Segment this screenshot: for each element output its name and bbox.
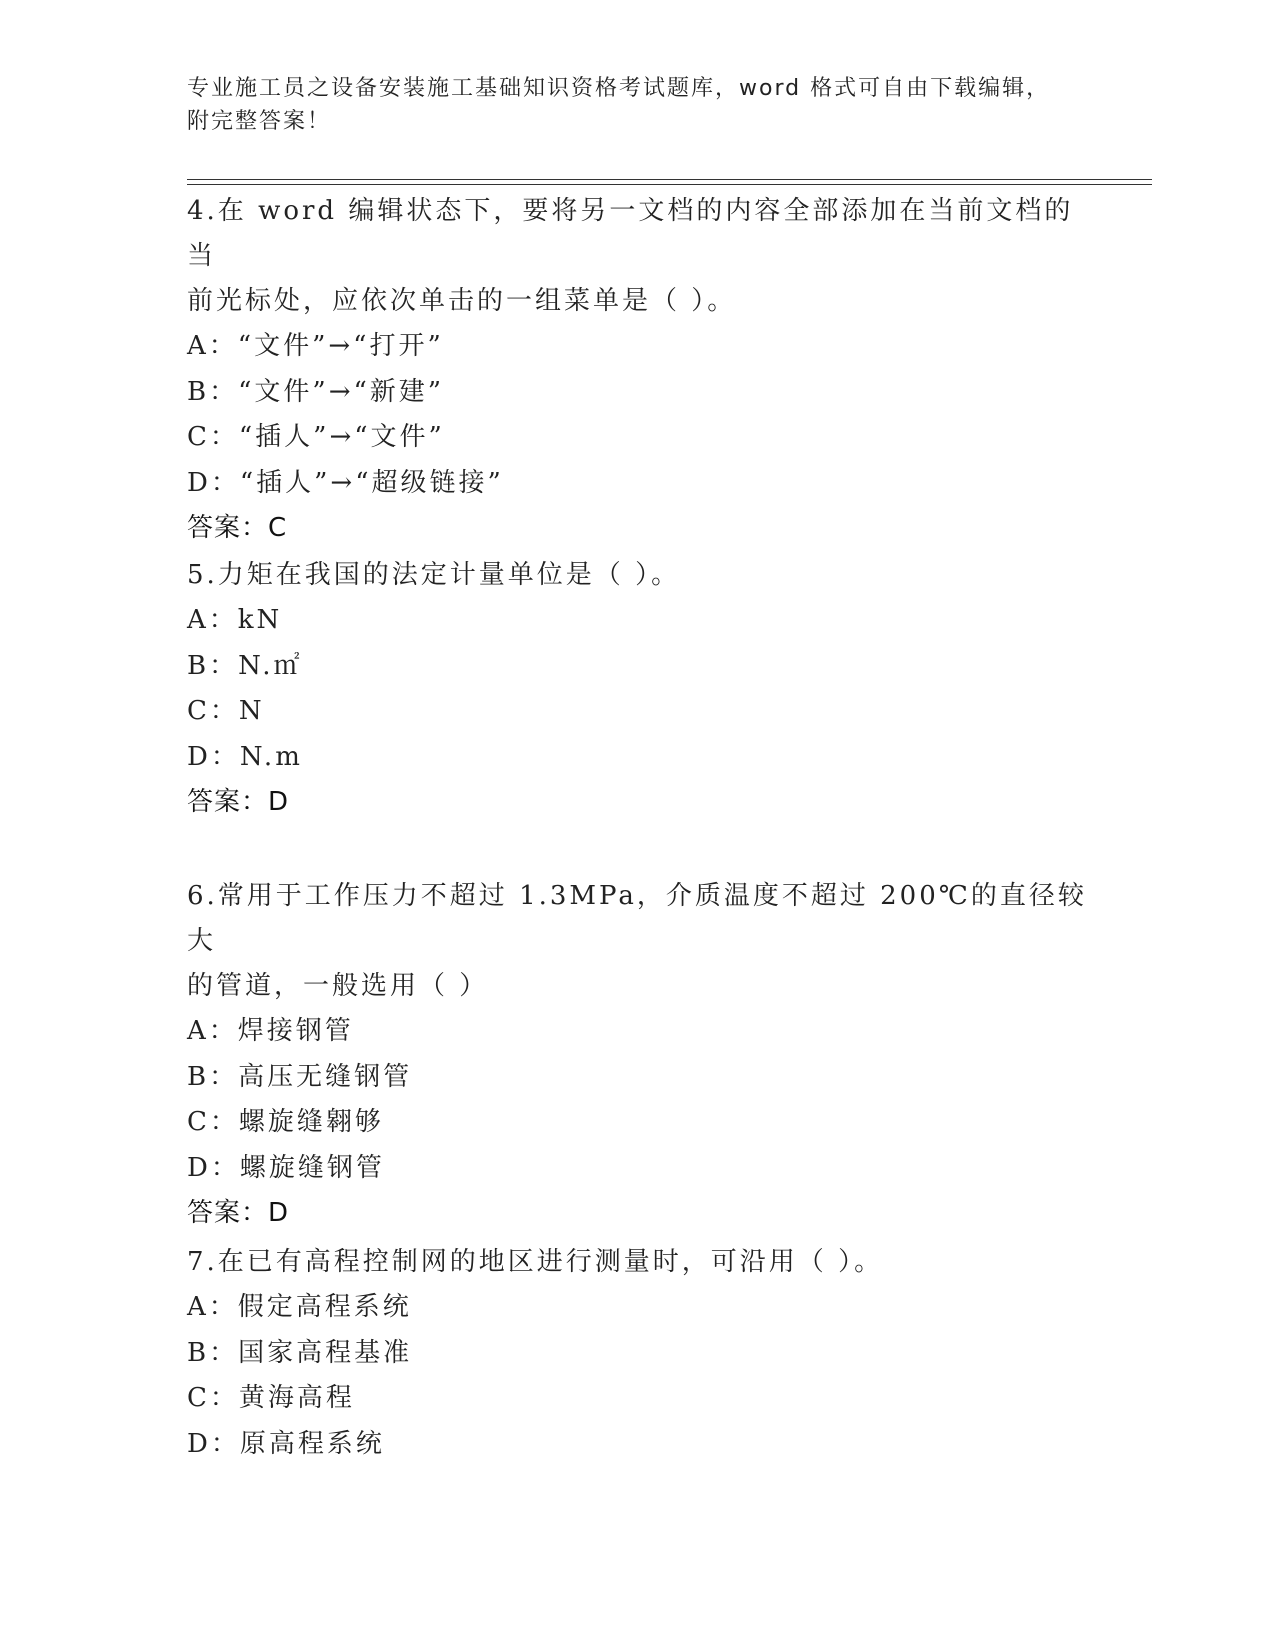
question-stem-line: 6.常用于工作压力不超过 1.3MPa，介质温度不超过 200℃的直径较大 xyxy=(187,881,1087,956)
option-c: C：黄海高程 xyxy=(187,1383,355,1413)
question-5 xyxy=(187,553,1087,825)
question-stem-line: 5.力矩在我国的法定计量单位是（ ）。 xyxy=(187,560,681,590)
option-a: A：kN xyxy=(187,605,283,635)
question-6 xyxy=(187,874,1087,1236)
option-d: D：螺旋缝钢管 xyxy=(187,1152,385,1183)
option-b: B：国家高程基准 xyxy=(187,1337,413,1368)
question-7 xyxy=(187,1240,1087,1467)
option-d: D：原高程系统 xyxy=(187,1428,385,1459)
option-a: A：焊接钢管 xyxy=(187,1016,354,1046)
document-header xyxy=(187,72,1067,138)
option-c: C：螺旋缝翱够 xyxy=(187,1107,384,1137)
option-b: B：“文件”→“新建” xyxy=(187,376,445,407)
question-stem-line: 前光标处，应依次单击的一组菜单是（ ）。 xyxy=(187,286,737,316)
question-stem-line: 的管道，一般选用（ ） xyxy=(187,971,489,1001)
option-a: A：假定高程系统 xyxy=(187,1292,412,1322)
question-4 xyxy=(187,189,1087,551)
option-d: D：“插人”→“超级链接” xyxy=(187,467,504,498)
header-divider-top xyxy=(187,179,1152,180)
header-divider-bottom xyxy=(187,184,1152,185)
option-a: A：“文件”→“打开” xyxy=(187,331,444,361)
option-b: B：高压无缝钢管 xyxy=(187,1061,413,1092)
option-c: C：“插人”→“文件” xyxy=(187,422,445,452)
option-d: D：N.m xyxy=(187,741,303,772)
option-b: B：N.㎡ xyxy=(187,650,303,681)
header-line-1: 专业施工员之设备安装施工基础知识资格考试题库，word 格式可自由下载编辑， xyxy=(187,76,1051,101)
header-line-2: 附完整答案！ xyxy=(187,109,332,134)
question-stem-line: 4.在 word 编辑状态下，要将另一文档的内容全部添加在当前文档的当 xyxy=(187,196,1074,271)
answer-line: 答案：C xyxy=(187,513,288,543)
question-stem-line: 7.在已有高程控制网的地区进行测量时，可沿用（ ）。 xyxy=(187,1247,884,1277)
option-c: C：N xyxy=(187,696,265,726)
answer-line: 答案：D xyxy=(187,1198,290,1228)
answer-line: 答案：D xyxy=(187,787,290,817)
